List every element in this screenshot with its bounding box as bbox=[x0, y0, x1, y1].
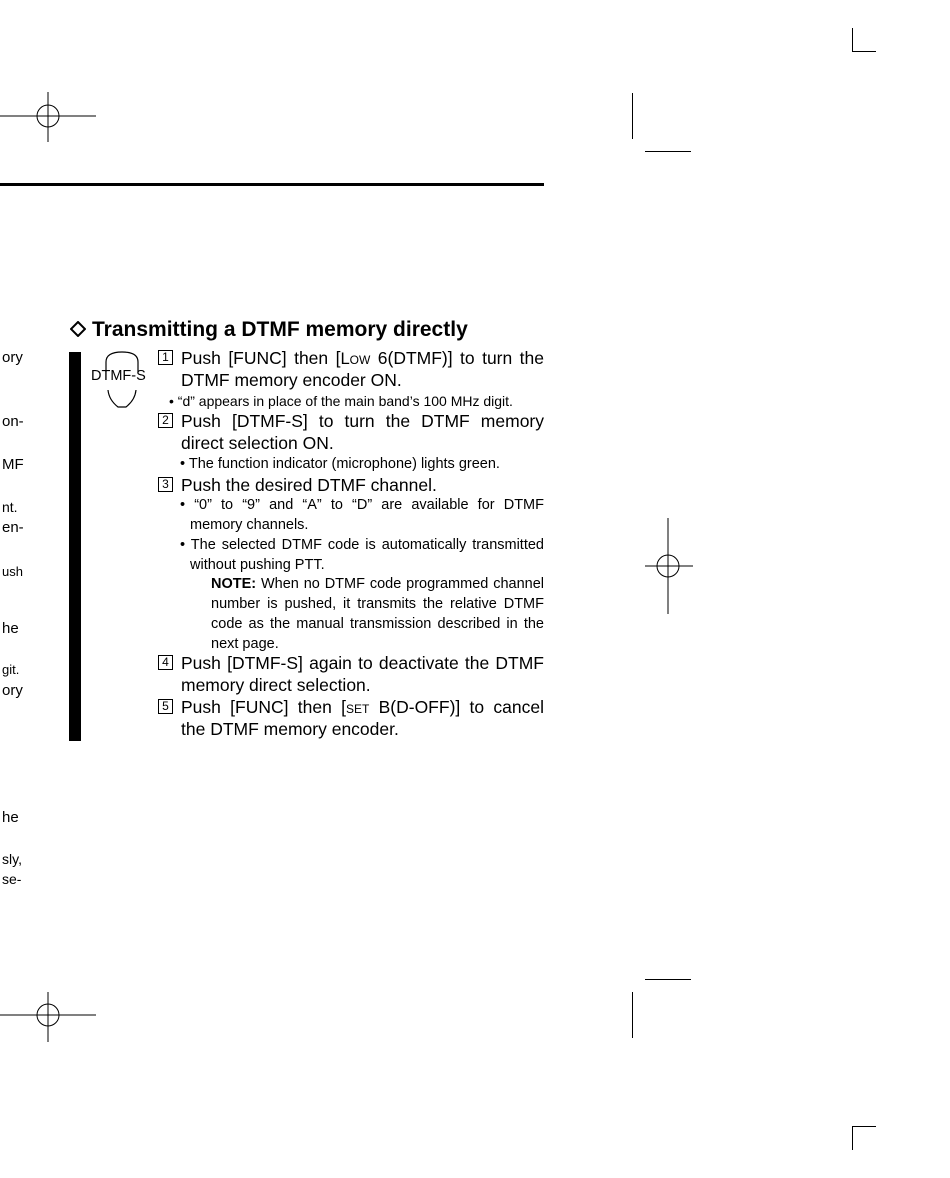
step-number: 5 bbox=[158, 699, 173, 714]
left-page-fragment: ory bbox=[2, 682, 23, 699]
step-text: Push [DTMF-S] again to deactivate the DTMF memory direct selection. bbox=[181, 653, 544, 695]
key-label: DTMF-S bbox=[91, 368, 146, 384]
registration-mark-icon bbox=[645, 518, 693, 614]
header-rule bbox=[0, 183, 544, 186]
crop-mark bbox=[645, 979, 691, 980]
step-number: 1 bbox=[158, 350, 173, 365]
step-2 bbox=[158, 411, 544, 454]
step-3 bbox=[158, 475, 544, 497]
crop-mark bbox=[632, 992, 633, 1038]
left-page-fragment: nt. bbox=[2, 499, 18, 515]
key-name: Low bbox=[340, 349, 371, 368]
left-page-fragment: MF bbox=[2, 456, 24, 473]
step-1 bbox=[158, 348, 544, 391]
key-name: set bbox=[345, 698, 370, 717]
crop-mark bbox=[852, 1126, 853, 1150]
step-text: Push [FUNC] then [set B(D-OFF)] to cancel the DTMF memory encoder. bbox=[181, 697, 544, 739]
registration-mark-icon bbox=[0, 92, 96, 142]
step-3-note: • “0” to “9” and “A” to “D” are available for DTMF memory channels. bbox=[180, 497, 544, 533]
step-number: 3 bbox=[158, 477, 173, 492]
step-number: 2 bbox=[158, 413, 173, 428]
note-text: When no DTMF code programmed channel number is pushed, it transmits the relative DTMF code as the manual transmission described in the next page. bbox=[211, 576, 544, 652]
step-text: Push [FUNC] then [Low 6(DTMF)] to turn the DTMF memory encoder ON. bbox=[181, 348, 544, 390]
section-title-text: Transmitting a DTMF memory directly bbox=[92, 318, 468, 341]
step-3-note: • The selected DTMF code is automatically transmitted without pushing PTT. bbox=[180, 537, 544, 573]
left-page-fragment: se- bbox=[2, 871, 22, 887]
crop-mark bbox=[632, 93, 633, 139]
section-title bbox=[70, 318, 468, 342]
note-label: NOTE: bbox=[211, 576, 257, 592]
crop-mark bbox=[852, 51, 876, 52]
step-2-note: • The function indicator (microphone) lights green. bbox=[180, 456, 500, 472]
diamond-outline-icon bbox=[70, 318, 86, 342]
crop-mark bbox=[852, 28, 853, 52]
step-number: 4 bbox=[158, 655, 173, 670]
left-page-fragment: en- bbox=[2, 519, 24, 536]
step-text: Push [DTMF-S] to turn the DTMF memory direct selection ON. bbox=[181, 411, 544, 453]
section-sidebar-bar bbox=[69, 352, 81, 741]
step-4 bbox=[158, 653, 544, 696]
note-box bbox=[211, 574, 544, 654]
left-page-fragment: sly, bbox=[2, 851, 22, 867]
left-page-fragment: git. bbox=[2, 662, 20, 677]
step-text: Push the desired DTMF channel. bbox=[181, 475, 437, 495]
registration-mark-icon bbox=[0, 992, 96, 1042]
left-page-fragment: ory bbox=[2, 349, 23, 366]
crop-mark bbox=[645, 151, 691, 152]
step-1-note: • “d” appears in place of the main band’s 100 MHz digit. bbox=[169, 393, 513, 409]
step-5 bbox=[158, 697, 544, 740]
left-page-fragment: ush bbox=[2, 564, 23, 579]
left-page-fragment: on- bbox=[2, 413, 24, 430]
left-page-fragment: he bbox=[2, 620, 19, 637]
crop-mark bbox=[852, 1126, 876, 1127]
left-page-fragment: he bbox=[2, 809, 19, 826]
